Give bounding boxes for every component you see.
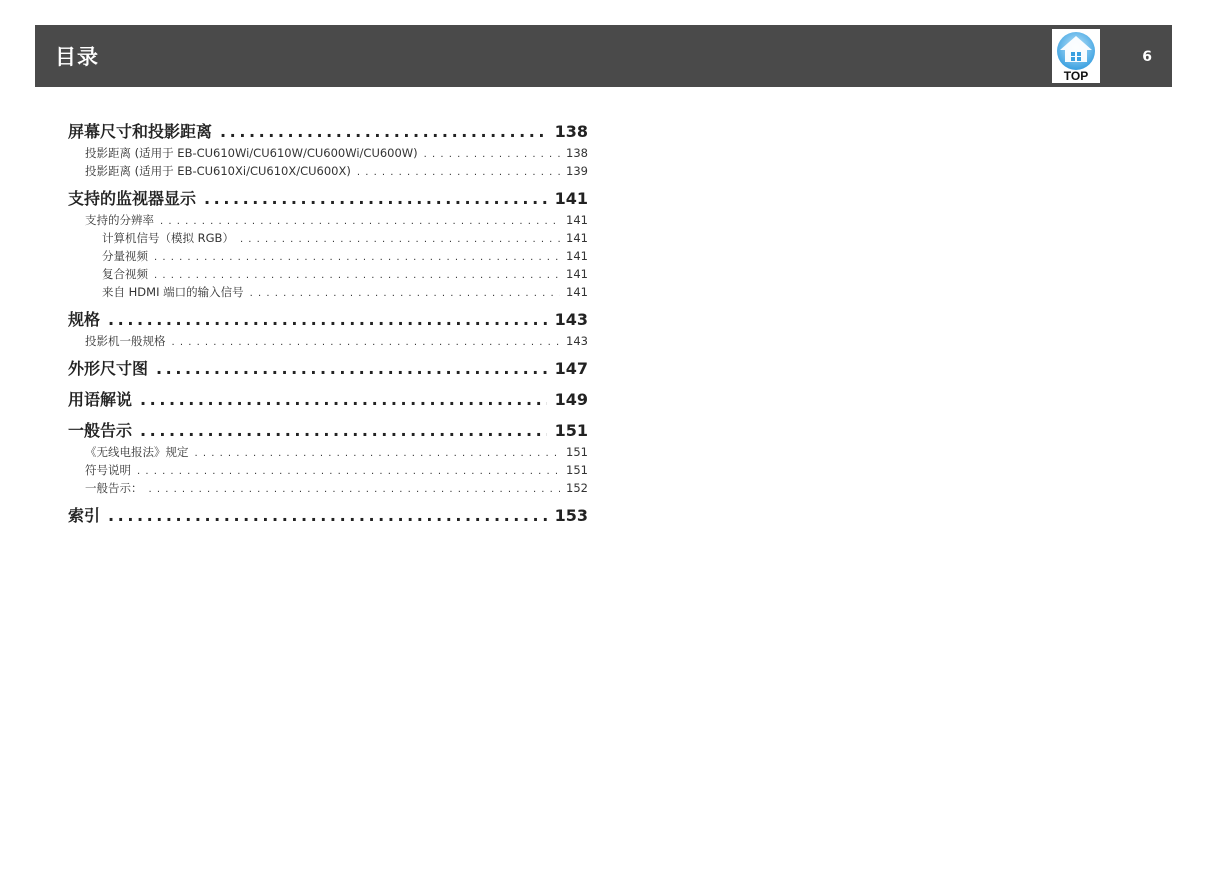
toc-entry-label: 《无线电报法》规定 <box>85 445 189 459</box>
toc-entry[interactable] <box>68 162 588 180</box>
toc-leader-dots <box>108 308 547 332</box>
toc-entry-page: 149 <box>554 390 588 409</box>
toc-entry-label: 索引 <box>68 506 101 525</box>
page-number: 6 <box>1142 49 1152 65</box>
toc-entry-label: 分量视频 <box>102 249 148 263</box>
toc-entry-label: 规格 <box>68 310 101 329</box>
toc-leader-dots <box>424 146 560 162</box>
toc-entry-label: 投影距离 (适用于 EB-CU610Xi/CU610X/CU600X) <box>85 164 351 178</box>
toc-leader-dots <box>240 231 560 247</box>
table-of-contents <box>68 120 588 528</box>
toc-leader-dots <box>154 267 560 283</box>
toc-leader-dots <box>156 357 547 381</box>
toc-entry-label: 外形尺寸图 <box>68 359 149 378</box>
toc-entry-label: 计算机信号（模拟 RGB） <box>102 231 234 245</box>
toc-entry-page: 141 <box>566 285 588 299</box>
toc-entry-page: 143 <box>554 310 588 329</box>
page-title: 目录 <box>55 45 99 69</box>
toc-entry-page: 141 <box>566 213 588 227</box>
toc-entry-page: 139 <box>566 164 588 178</box>
toc-leader-dots <box>204 187 547 211</box>
toc-entry[interactable] <box>68 308 588 332</box>
toc-leader-dots <box>149 481 561 497</box>
toc-entry-label: 符号说明 <box>85 463 131 477</box>
toc-leader-dots <box>357 164 560 180</box>
top-label: TOP <box>1063 69 1089 83</box>
toc-entry-page: 147 <box>554 359 588 378</box>
toc-entry[interactable] <box>68 388 588 412</box>
toc-entry[interactable] <box>68 144 588 162</box>
toc-entry[interactable] <box>68 504 588 528</box>
page-header <box>35 25 1172 87</box>
toc-leader-dots <box>140 419 547 443</box>
toc-entry-page: 151 <box>554 421 588 440</box>
toc-entry-page: 138 <box>566 146 588 160</box>
toc-entry[interactable] <box>68 247 588 265</box>
toc-entry-label: 用语解说 <box>68 390 133 409</box>
toc-entry[interactable] <box>68 211 588 229</box>
toc-entry-label: 支持的监视器显示 <box>68 189 197 208</box>
toc-leader-dots <box>250 285 560 301</box>
toc-entry[interactable] <box>68 461 588 479</box>
toc-entry[interactable] <box>68 357 588 381</box>
toc-leader-dots <box>108 504 547 528</box>
toc-entry-label: 一般告示 <box>68 421 133 440</box>
toc-leader-dots <box>172 334 561 350</box>
toc-leader-dots <box>220 120 547 144</box>
toc-leader-dots <box>195 445 561 461</box>
toc-entry-label: 投影机一般规格 <box>85 334 166 348</box>
toc-entry[interactable] <box>68 187 588 211</box>
toc-entry[interactable] <box>68 479 588 497</box>
toc-entry-label: 支持的分辨率 <box>85 213 154 227</box>
toc-entry-page: 143 <box>566 334 588 348</box>
toc-entry[interactable] <box>68 283 588 301</box>
toc-entry[interactable] <box>68 443 588 461</box>
toc-entry[interactable] <box>68 120 588 144</box>
toc-entry-label: 来自 HDMI 端口的输入信号 <box>102 285 244 299</box>
toc-leader-dots <box>140 388 547 412</box>
toc-leader-dots <box>137 463 560 479</box>
toc-entry-label: 一般告示： <box>85 481 143 495</box>
toc-leader-dots <box>154 249 560 265</box>
toc-entry[interactable] <box>68 229 588 247</box>
home-icon <box>1052 29 1100 71</box>
toc-entry-page: 138 <box>554 122 588 141</box>
toc-entry[interactable] <box>68 332 588 350</box>
toc-entry-page: 141 <box>566 249 588 263</box>
toc-entry-page: 151 <box>566 445 588 459</box>
toc-entry-page: 151 <box>566 463 588 477</box>
toc-entry-page: 141 <box>566 231 588 245</box>
toc-entry[interactable] <box>68 265 588 283</box>
toc-entry-page: 152 <box>566 481 588 495</box>
toc-entry-page: 141 <box>554 189 588 208</box>
toc-leader-dots <box>160 213 560 229</box>
toc-entry-label: 投影距离 (适用于 EB-CU610Wi/CU610W/CU600Wi/CU600W) <box>85 146 418 160</box>
toc-entry-label: 复合视频 <box>102 267 148 281</box>
top-button[interactable] <box>1052 29 1100 83</box>
toc-entry-page: 153 <box>554 506 588 525</box>
toc-entry[interactable] <box>68 419 588 443</box>
toc-entry-page: 141 <box>566 267 588 281</box>
toc-entry-label: 屏幕尺寸和投影距离 <box>68 122 213 141</box>
